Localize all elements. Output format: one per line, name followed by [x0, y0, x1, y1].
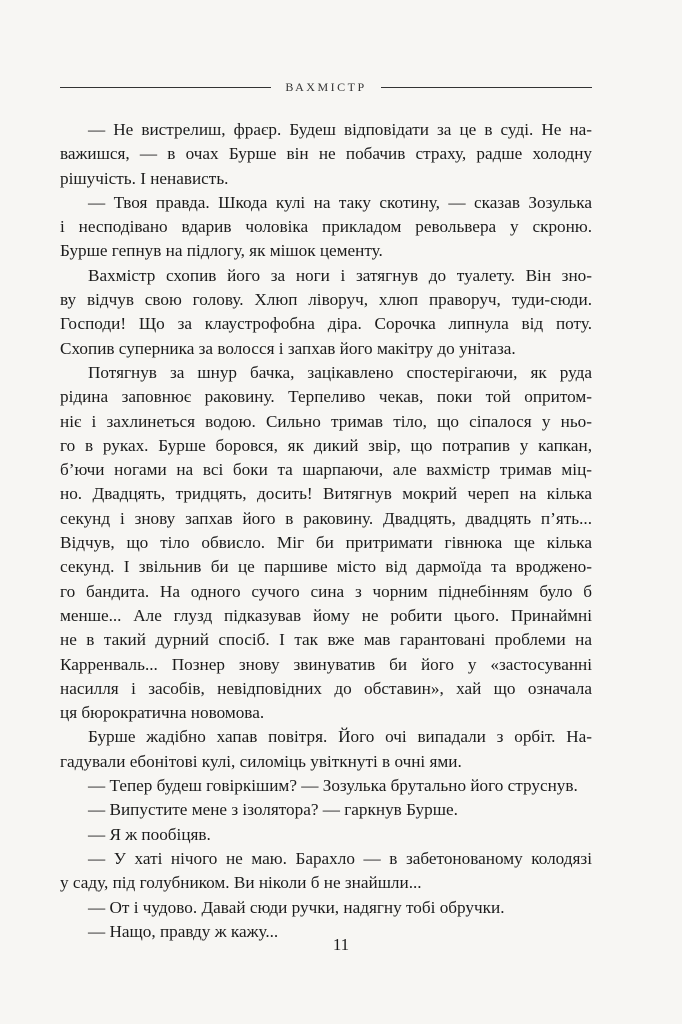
header-rule-left: [60, 87, 271, 88]
text-line: рішучість. І ненависть.: [60, 168, 229, 188]
text-line: б’ючи ногами на всі боки та шарпаючи, але вахмістр тримав міц-: [60, 460, 592, 480]
text-line: — От і чудово. Давай сюди ручки, надягну тобі обручки.: [88, 897, 505, 917]
text-line: — Нащо, правду ж кажу...: [88, 921, 279, 941]
text-line: Господи! Що за клаустрофобна діра. Сорочка липнула від поту.: [60, 314, 592, 334]
text-line: секунд і знову запхав його в раковину. Двадцять, двадцять п’ять...: [60, 508, 592, 528]
text-line: — У хаті нічого не маю. Барахло — в забетонованому колодязі: [88, 848, 592, 868]
running-header: [60, 72, 592, 102]
text-line: ву відчув свою голову. Хлюп ліворуч, хлюп праворуч, туди-сюди.: [60, 290, 592, 310]
text-line: не в такий дурний спосіб. І так вже мав гарантовані проблеми на: [60, 630, 592, 650]
text-line: гадували ебонітові кулі, силоміць увіткнуті в очні ями.: [60, 751, 462, 771]
text-line: насилля і засобів, невідповідних до обставин», хай що означала: [60, 678, 592, 698]
text-line: менше... Але глузд підказував йому не робити цього. Принаймні: [60, 605, 592, 625]
text-line: — Не вистрелиш, фраєр. Будеш відповідати за це в суді. Не на-: [88, 120, 592, 139]
text-line: секунд. І звільнив би це паршиве місто від дармоїда та вроджено-: [60, 557, 592, 577]
text-line: у саду, під голубником. Ви ніколи б не знайшли...: [60, 873, 422, 893]
text-line: ця бюрократична новомова.: [60, 703, 265, 723]
header-rule-right: [381, 87, 592, 88]
text-line: Бурше жадібно хапав повітря. Його очі випадали з орбіт. На-: [88, 727, 592, 747]
text-line: го в руках. Бурше боровся, як дикий звір, що потрапив у капкан,: [60, 435, 592, 455]
text-line: Потягнув за шнур бачка, зацікавлено спостерігаючи, як руда: [88, 362, 592, 382]
body-text: [60, 118, 592, 944]
text-line: го бандита. На одного сучого сина з чорним піднебінням було б: [60, 581, 592, 601]
text-line: — Випустите мене з ізолятора? — гаркнув Бурше.: [88, 800, 458, 820]
text-line: — Я ж пообіцяв.: [88, 824, 211, 844]
text-line: Бурше гепнув на підлогу, як мішок цементу.: [60, 241, 383, 261]
text-line: Вахмістр схопив його за ноги і затягнув до туалету. Він зно-: [88, 265, 592, 285]
text-line: — Тепер будеш говіркішим? — Зозулька брутально його струснув.: [88, 776, 578, 796]
text-line: Карренваль... Познер знову звинуватив би його у «застосуванні: [60, 654, 592, 674]
text-line: Відчув, що тіло обвисло. Міг би притримати гівнюка ще кілька: [60, 533, 592, 553]
running-title: ВАХМІСТР: [285, 79, 367, 94]
text-line: — Твоя правда. Шкода кулі на таку скотину, — сказав Зозулька: [88, 192, 592, 212]
text-line: і несподівано вдарив чоловіка прикладом револьвера у скроню.: [60, 217, 592, 237]
text-line: рідина заповнює раковину. Терпеливо чекав, поки той опритом-: [60, 387, 592, 407]
text-line: Схопив суперника за волосся і запхав його макітру до унітаза.: [60, 338, 516, 358]
text-line: важишся, — в очах Бурше він не побачив страху, радше холодну: [60, 144, 592, 164]
text-line: ніє і захлинеться водою. Сильно тримав тіло, що сіпалося у ньо-: [60, 411, 592, 431]
text-line: но. Двадцять, тридцять, досить! Витягнув мокрий череп на кілька: [60, 484, 592, 504]
page-number: 11: [332, 935, 350, 954]
